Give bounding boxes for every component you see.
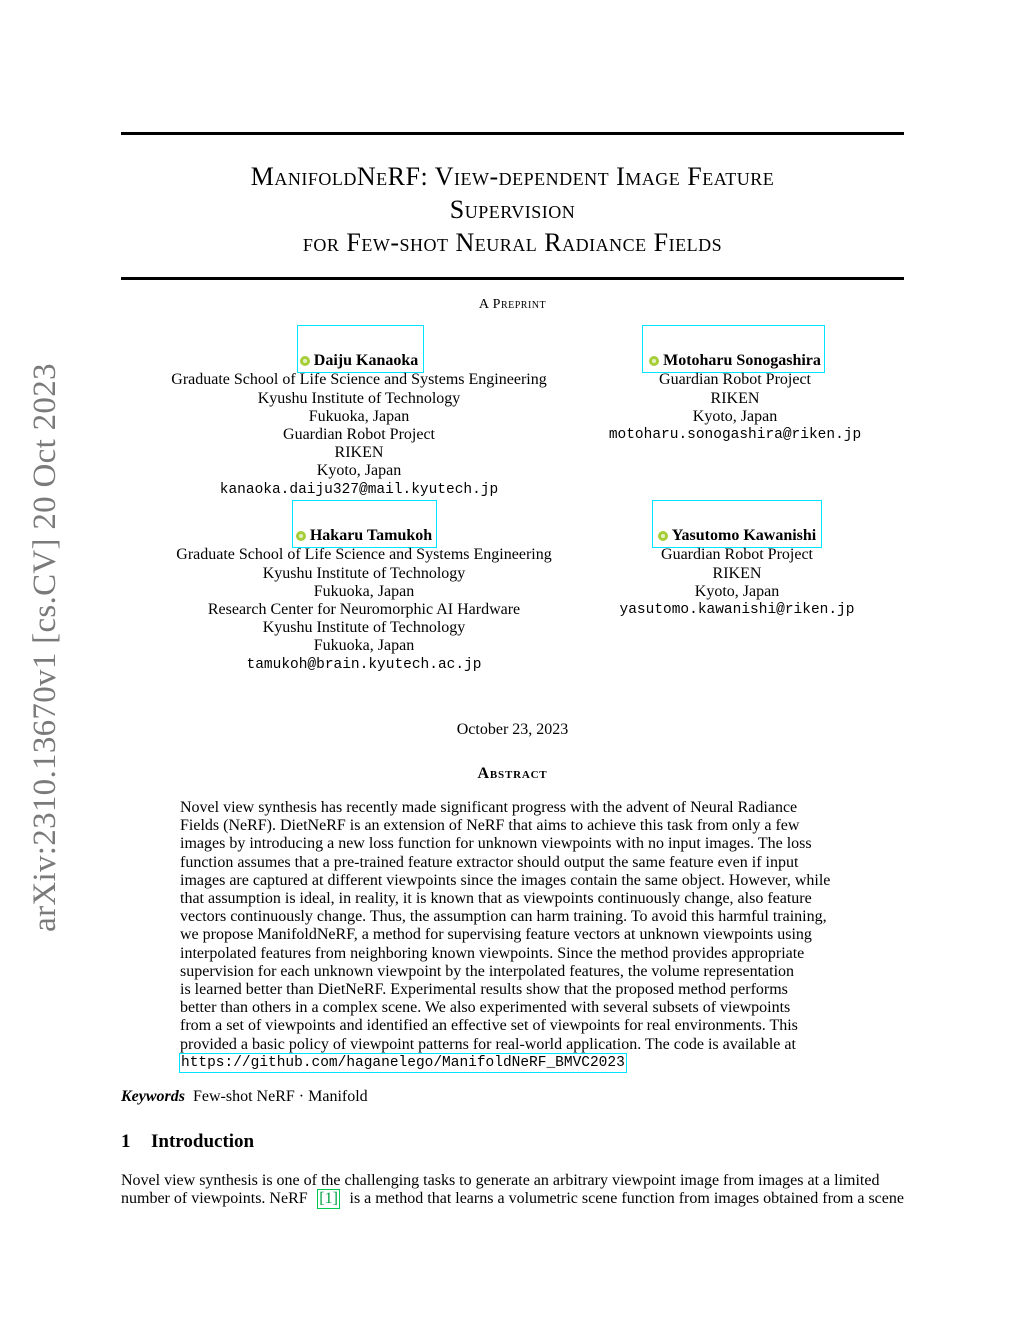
affiliation-line: Research Center for Neuromorphic AI Hardware bbox=[207, 600, 521, 618]
abstract-line: images are captured at different viewpoints since the images contain the same object. However, while bbox=[180, 871, 831, 889]
keywords-text: Few-shot NeRF · Manifold bbox=[193, 1088, 368, 1105]
affiliation-line: Guardian Robot Project bbox=[283, 425, 435, 443]
abstract-line: supervision for each unknown viewpoint by the interpolated features, the volume representation bbox=[180, 962, 795, 980]
affiliation-line: RIKEN bbox=[710, 389, 760, 407]
affiliation-line: Kyushu Institute of Technology bbox=[262, 619, 466, 637]
affiliation-line: Graduate School of Life Science and Systems Engineering bbox=[176, 546, 552, 564]
citation-link[interactable]: [1] bbox=[319, 1190, 338, 1208]
abstract-line: function assumes that a pre-trained feature extractor should output the same feature even if input bbox=[180, 853, 799, 871]
author-email[interactable]: kanaoka.daiju327@mail.kyutech.jp bbox=[219, 481, 499, 498]
intro-line-1: Novel view synthesis is one of the challenging tasks to generate an arbitrary viewpoint image from images at a limited bbox=[121, 1172, 880, 1189]
abstract-line: is learned better than DietNeRF. Experimental results show that the proposed method performs bbox=[180, 981, 788, 999]
affiliation-line: RIKEN bbox=[712, 564, 762, 582]
code-repository-link[interactable]: https://github.com/haganelego/ManifoldNeRF_BMVC2023 bbox=[181, 1054, 625, 1071]
abstract-line: images by introducing a new loss function for unknown viewpoints with no input images. The loss bbox=[180, 835, 812, 853]
section-number: 1 bbox=[121, 1131, 131, 1152]
abstract-line: Fields (NeRF). DietNeRF is an extension of NeRF that aims to achieve this task from only a few bbox=[180, 817, 800, 835]
intro-line-2-end: is a method that learns a volumetric scene function from images obtained from a scene bbox=[349, 1190, 904, 1208]
author-email[interactable]: yasutomo.kawanishi@riken.jp bbox=[619, 601, 855, 618]
affiliation-line: Kyoto, Japan bbox=[692, 407, 778, 425]
affiliation-line: Guardian Robot Project bbox=[659, 371, 811, 389]
orcid-icon[interactable] bbox=[300, 356, 310, 366]
section-heading-introduction bbox=[121, 1131, 254, 1153]
intro-paragraph bbox=[121, 1172, 904, 1208]
arxiv-stamp bbox=[22, 356, 68, 938]
affiliation-line: Fukuoka, Japan bbox=[313, 637, 415, 655]
author-name-text: Daiju Kanaoka bbox=[313, 352, 419, 369]
publication-date: October 23, 2023 bbox=[456, 721, 569, 738]
author-name[interactable] bbox=[296, 527, 432, 545]
title-top-rule bbox=[121, 132, 904, 135]
intro-line-2 bbox=[121, 1190, 904, 1208]
abstract-line: from a set of viewpoints and identified an effective set of viewpoints for real environments. This bbox=[180, 1017, 798, 1035]
abstract-line: provided a basic policy of viewpoint patterns for real-world application. The code is available at bbox=[180, 1035, 796, 1053]
author-name[interactable] bbox=[649, 352, 821, 370]
abstract-line: vectors continuously change. Thus, the assumption can harm training. To avoid this harmful training, bbox=[180, 908, 827, 926]
abstract-line: interpolated features from neighboring known viewpoints. Since the method provides appropriate bbox=[180, 944, 805, 962]
author-name-text: Yasutomo Kawanishi bbox=[671, 527, 817, 544]
keywords-label: Keywords bbox=[121, 1088, 185, 1105]
author-email[interactable]: motoharu.sonogashira@riken.jp bbox=[608, 426, 862, 443]
preprint-label: A Preprint bbox=[478, 297, 547, 312]
abstract-line: we propose ManifoldNeRF, a method for supervising feature vectors at unknown viewpoints using bbox=[180, 926, 812, 944]
title-line-1: ManifoldNeRF: View-dependent Image Feature bbox=[250, 162, 775, 191]
affiliation-line: Kyoto, Japan bbox=[316, 462, 402, 480]
affiliation-line: Graduate School of Life Science and Systems Engineering bbox=[171, 371, 547, 389]
orcid-icon[interactable] bbox=[296, 531, 306, 541]
affiliation-line: RIKEN bbox=[334, 444, 384, 462]
affiliation-line: Fukuoka, Japan bbox=[313, 582, 415, 600]
paper-title bbox=[121, 160, 904, 259]
affiliation-line: Fukuoka, Japan bbox=[308, 407, 410, 425]
abstract-heading: Abstract bbox=[477, 765, 548, 782]
author-block-kanaoka bbox=[120, 352, 598, 499]
orcid-icon[interactable] bbox=[658, 531, 668, 541]
orcid-icon[interactable] bbox=[649, 356, 659, 366]
affiliation-line: Kyoto, Japan bbox=[694, 582, 780, 600]
intro-line-2-start: number of viewpoints. NeRF bbox=[121, 1190, 308, 1208]
author-name-text: Hakaru Tamukoh bbox=[309, 527, 433, 544]
abstract-line-link bbox=[180, 1054, 844, 1072]
title-line-2: Supervision bbox=[449, 195, 576, 224]
title-bottom-rule bbox=[121, 277, 904, 280]
title-line-3: for Few-shot Neural Radiance Fields bbox=[302, 228, 723, 257]
author-name[interactable] bbox=[658, 527, 816, 545]
keywords bbox=[121, 1088, 368, 1106]
author-block-tamukoh bbox=[125, 527, 603, 674]
section-title: Introduction bbox=[151, 1131, 255, 1152]
author-name-text: Motoharu Sonogashira bbox=[663, 352, 821, 369]
abstract-line: Novel view synthesis has recently made significant progress with the advent of Neural Radiance bbox=[180, 799, 798, 816]
affiliation-line: Guardian Robot Project bbox=[661, 546, 813, 564]
author-block-sonogashira bbox=[590, 352, 880, 444]
affiliation-line: Kyushu Institute of Technology bbox=[257, 389, 461, 407]
author-name[interactable] bbox=[300, 352, 418, 370]
abstract-line: that assumption is ideal, in reality, it is known that as viewpoints continuously change, also feature bbox=[180, 890, 812, 908]
abstract-line: better than others in a complex scene. We also experimented with several subsets of viewpoints bbox=[180, 999, 791, 1017]
author-block-kawanishi bbox=[597, 527, 877, 619]
affiliation-line: Kyushu Institute of Technology bbox=[262, 564, 466, 582]
abstract-body bbox=[180, 799, 844, 1072]
arxiv-stamp-text: arXiv:2310.13670v1 [cs.CV] 20 Oct 2023 bbox=[26, 362, 63, 932]
author-email[interactable]: tamukoh@brain.kyutech.ac.jp bbox=[246, 656, 482, 673]
